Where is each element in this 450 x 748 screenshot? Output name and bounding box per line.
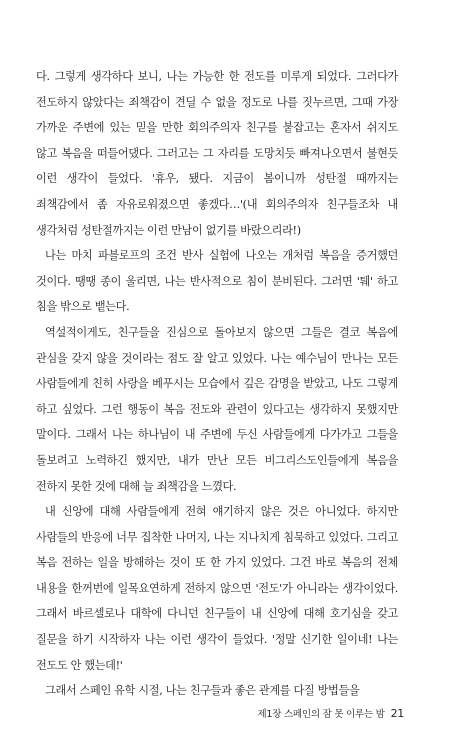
- paragraph-4: 내 신앙에 대해 사람들에게 전혀 얘기하지 않은 것은 아니었다. 하지만 사람들의 반응에 너무 집착한 나머지, 나는 지나치게 침묵하고 있었다. 그리고 복음 전하는 일을 방해하는 것이 또 한 가지 있었다. 그건 바로 복음의 전체 내용을 한꺼번에 일목요연하게 전하지 않으면 '전도'가 아니라는 생각이었다. 그래서 바르셀로나 대학에 다니던 친구들이 내 신앙에 대해 호기심을 갖고 질문을 하기 시작하자 나는 이런 생각이 들었다. '정말 신기한 일이네! 나는 전도도 안 했는데!': [36, 505, 398, 672]
- chapter-title: 제1장 스페인의 잠 못 이루는 밤: [257, 709, 385, 720]
- book-page-body: [36, 64, 398, 704]
- paragraph-2: 나는 마치 파블로프의 조건 반사 실험에 나오는 개처럼 복음을 증거했던 것이다. 땡땡 종이 울리면, 나는 반사적으로 침이 분비된다. 그러면 '퉤' 하고 침을 밖으로 뱉는다.: [36, 249, 398, 314]
- page-number: 21: [390, 707, 404, 720]
- paragraph-1: 다. 그렇게 생각하다 보니, 나는 가능한 한 전도를 미루게 되었다. 그러다가 전도하지 않았다는 죄책감이 견딜 수 없을 정도로 나를 짓누르면, 그때 가장 가까운 주변에 있는 믿을 만한 회의주의자 친구를 붙잡고는 혼자서 쉬지도 않고 복음을 떠들어댔다. 그러고는 그 자리를 도망치듯 빠져나오면서 불현듯 이런 생각이 들었다. '휴우, 됐다. 지금이 봄이니까 성탄절 때까지는 죄책감에서 좀 자유로워졌으면 좋겠다…'(내 회의주의자 친구들조차 내 생각처럼 성탄절까지는 이런 만남이 없기를 바랐으리라!): [36, 70, 398, 237]
- paragraph-5: 그래서 스페인 유학 시절, 나는 친구들과 좋은 관계를 다질 방법들을: [45, 684, 360, 698]
- page-footer: [36, 706, 404, 720]
- paragraph-3: 역설적이게도, 친구들을 진심으로 돌아보지 않으면 그들은 결코 복음에 관심을 갖지 않을 것이라는 점도 잘 알고 있었다. 나는 예수님이 만나는 모든 사람들에게 친히 사랑을 베푸시는 모습에서 깊은 감명을 받았고, 나도 그렇게 하고 싶었다. 그런 행동이 복음 전도와 관련이 있다고는 생각하지 못했지만 말이다. 그래서 나는 하나님이 내 주변에 두신 사람들에게 다가가고 그들을 돌보려고 노력하긴 했지만, 내가 만난 모든 비그리스도인들에게 복음을 전하지 못한 것에 대해 늘 죄책감을 느꼈다.: [36, 325, 398, 493]
